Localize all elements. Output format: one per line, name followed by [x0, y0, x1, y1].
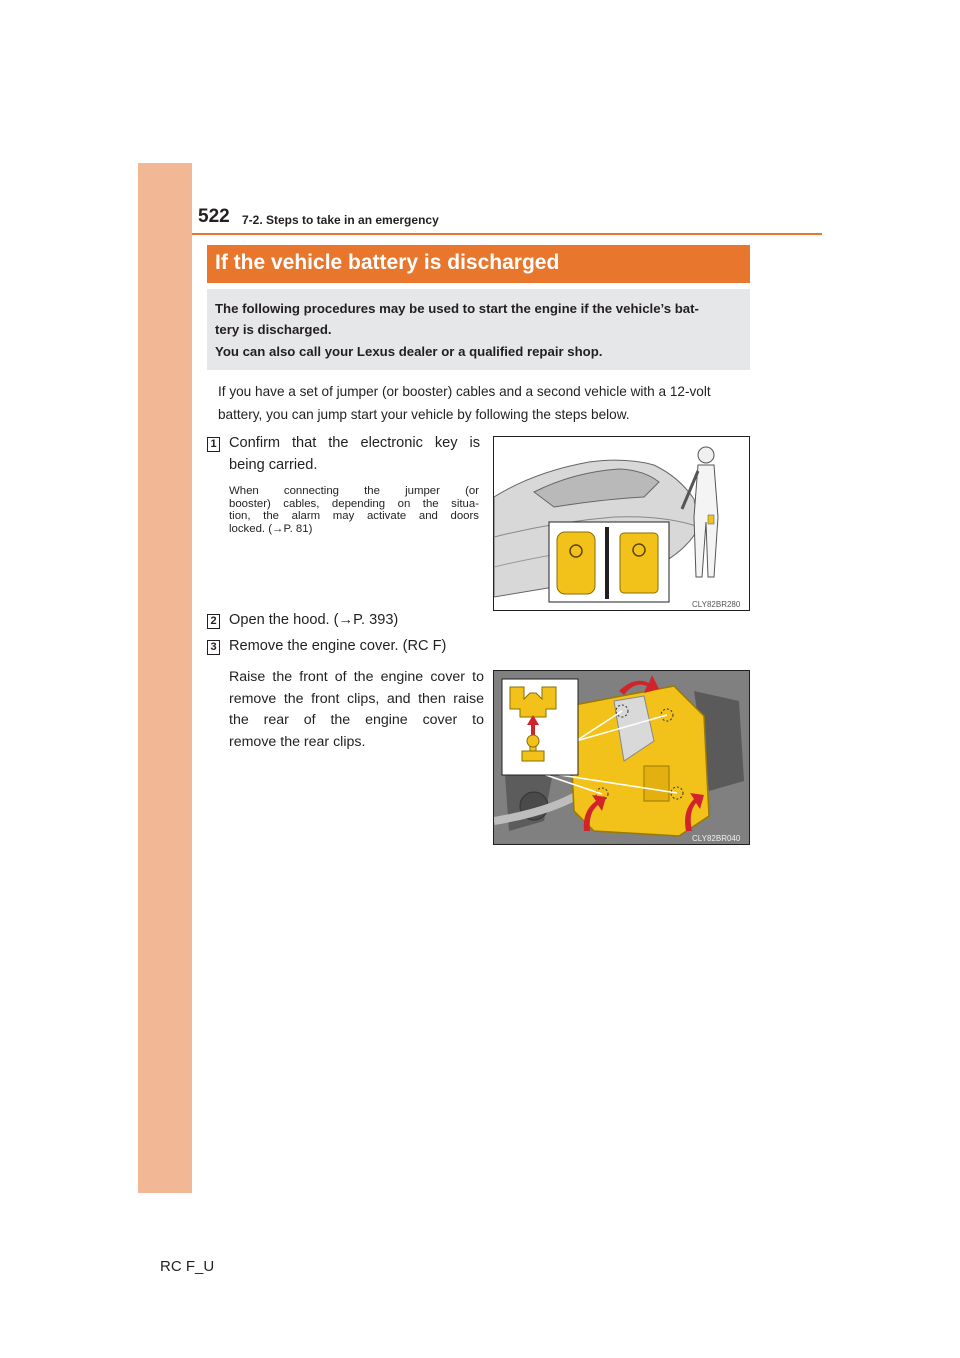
body-line: battery, you can jump start your vehicle by following the steps below.	[218, 407, 630, 422]
figure-code: CLY82BR280	[692, 600, 741, 609]
car-key-illustration	[493, 436, 750, 611]
note-line: booster) cables, depending on the situa-	[229, 497, 479, 510]
step-number: 2	[207, 614, 220, 629]
note-line: When connecting the jumper (or	[229, 485, 479, 497]
description-line: remove the rear clips.	[229, 733, 366, 750]
body-line: If you have a set of jumper (or booster) cables and a second vehicle with a 12-volt	[218, 384, 711, 399]
step-3-text: Remove the engine cover. (RC F)	[229, 638, 447, 654]
figure-code: CLY82BR040	[692, 834, 741, 843]
side-tab	[138, 163, 192, 1193]
note-line: tion, the alarm may activate and doors	[229, 510, 479, 523]
footer-code: RC F_U	[160, 1258, 215, 1275]
description-line: remove the front clips, and then raise	[229, 690, 484, 707]
note-line: locked. (→P. 81)	[229, 522, 313, 535]
step-number: 3	[207, 640, 220, 655]
car-illustration	[494, 437, 749, 610]
intro-line: You can also call your Lexus dealer or a qualified repair shop.	[215, 344, 603, 359]
page-heading: If the vehicle battery is discharged	[215, 251, 560, 274]
page-number: 522	[198, 206, 230, 227]
step-1-note	[229, 485, 479, 535]
step-1-line: Confirm that the electronic key is	[229, 435, 480, 451]
intro-line: tery is discharged.	[215, 322, 332, 337]
step-2-text: Open the hood. (→P. 393)	[229, 612, 399, 628]
heading-bar	[207, 245, 750, 283]
step-3-description	[229, 667, 484, 753]
engine-illustration	[494, 671, 749, 844]
section-title: 7-2. Steps to take in an emergency	[242, 213, 439, 227]
engine-cover-illustration	[493, 670, 750, 845]
description-line: the rear of the engine cover to	[229, 712, 484, 728]
description-line: Raise the front of the engine cover to	[229, 669, 484, 685]
step-number: 1	[207, 437, 220, 452]
step-1-text	[229, 432, 480, 476]
intro-line: The following procedures may be used to start the engine if the vehicle’s bat-	[215, 301, 699, 316]
intro-box	[207, 289, 750, 370]
step-1-line: being carried.	[229, 457, 318, 473]
header-rule	[192, 233, 822, 235]
